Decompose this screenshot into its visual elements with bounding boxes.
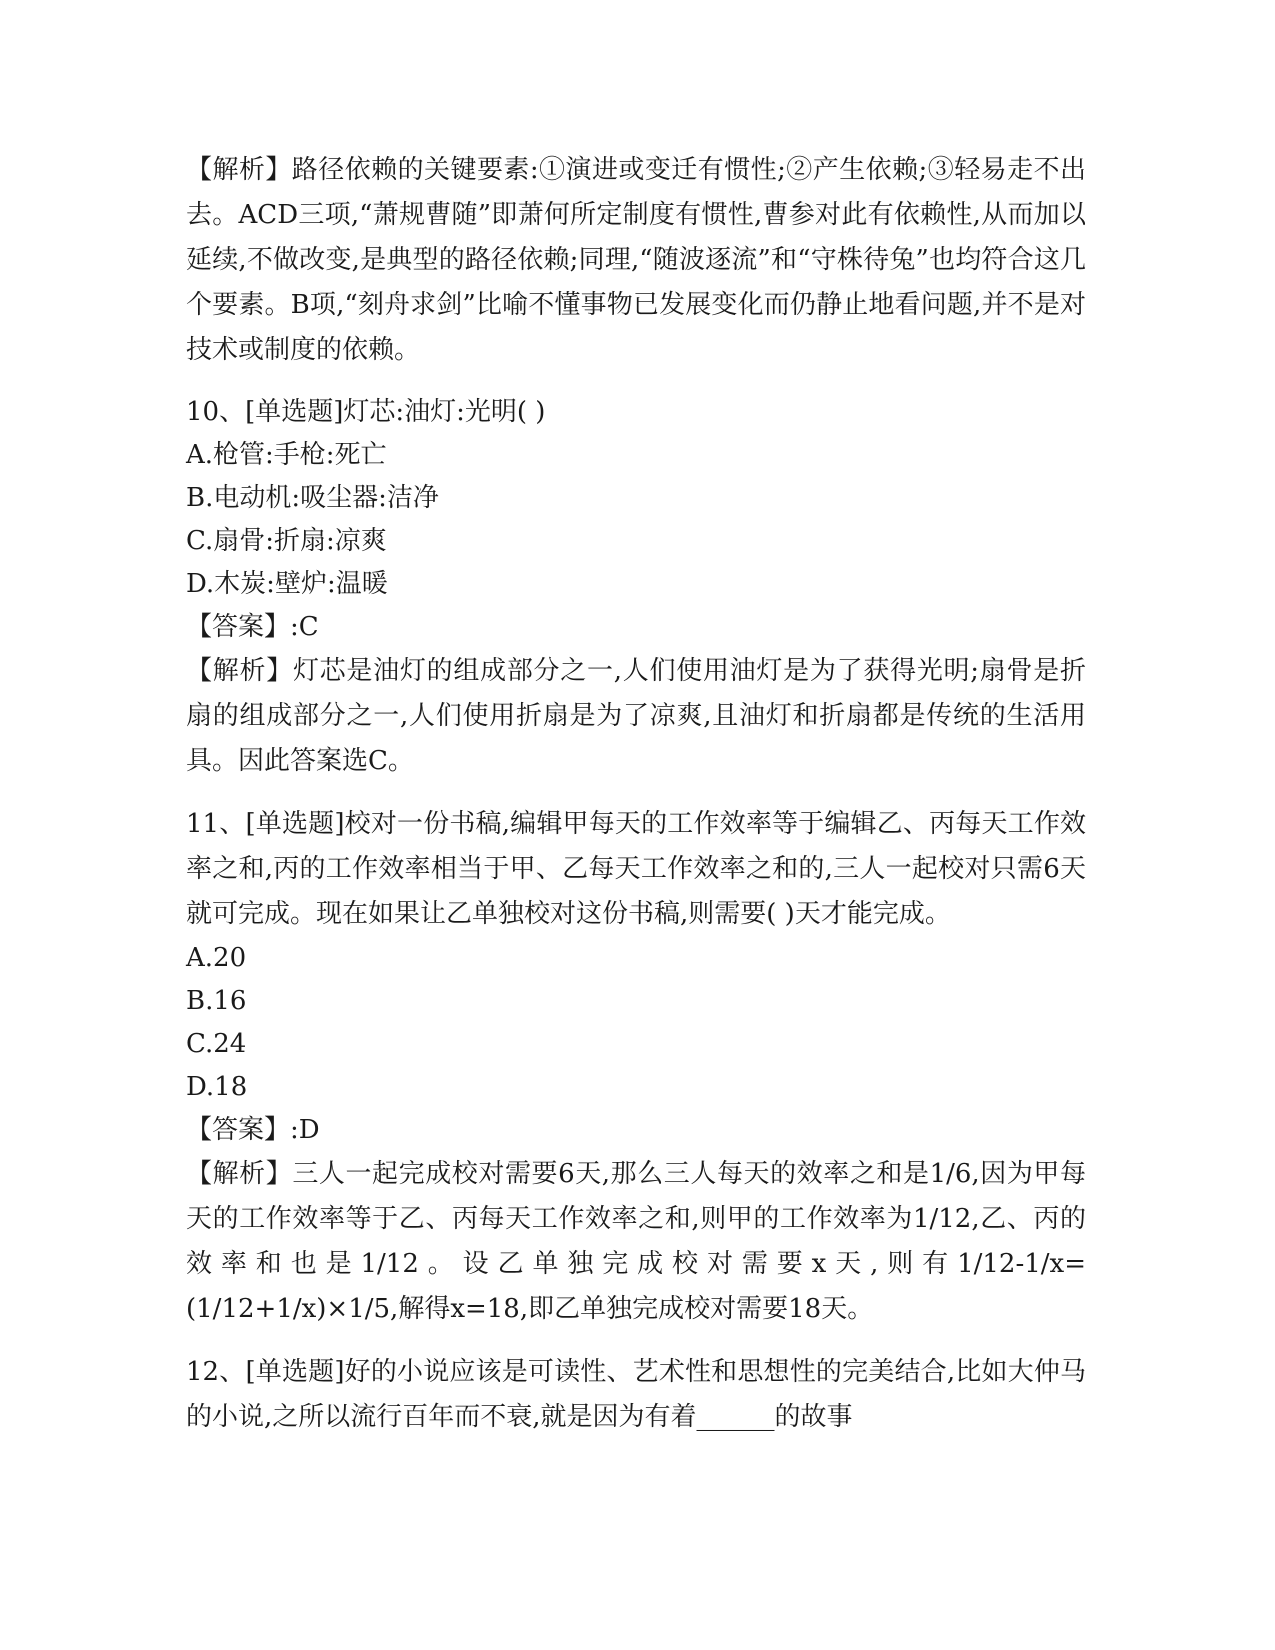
question-11-option-a: A.20 [186, 943, 247, 973]
spacer [186, 373, 1086, 391]
question-11-answer: 【答案】:D [186, 1115, 320, 1145]
document-page [186, 148, 1086, 1440]
question-11-option-c: C.24 [186, 1029, 247, 1059]
question-10-stem: 10、[单选题]灯芯:油灯:光明( ) [186, 397, 546, 427]
question-10-answer: 【答案】:C [186, 612, 319, 642]
question-10-option-b: B.电动机:吸尘器:洁净 [186, 483, 439, 513]
question-11-option-d: D.18 [186, 1072, 248, 1102]
explanation-q9: 【解析】路径依赖的关键要素:①演进或变迁有惯性;②产生依赖;③轻易走不出去。ACD三项,“萧规曹随”即萧何所定制度有惯性,曹参对此有依赖性,从而加以延续,不做改变,是典型的路径依赖;同理,“随波逐流”和“守株待兔”也均符合这几个要素。B项,“刻舟求剑”比喻不懂事物已发展变化而仍静止地看问题,并不是对技术或制度的依赖。 [186, 155, 1086, 365]
question-12-stem: 12、[单选题]好的小说应该是可读性、艺术性和思想性的完美结合,比如大仲马的小说,之所以流行百年而不衰,就是因为有着______的故事 [186, 1357, 1086, 1432]
question-11-stem: 11、[单选题]校对一份书稿,编辑甲每天的工作效率等于编辑乙、丙每天工作效率之和,丙的工作效率相当于甲、乙每天工作效率之和的,三人一起校对只需6天就可完成。现在如果让乙单独校对这份书稿,则需要( )天才能完成。 [186, 809, 1086, 929]
question-10-option-c: C.扇骨:折扇:凉爽 [186, 526, 387, 556]
spacer [186, 1332, 1086, 1350]
spacer [186, 784, 1086, 802]
question-11-option-b: B.16 [186, 986, 247, 1016]
explanation-q11: 【解析】三人一起完成校对需要6天,那么三人每天的效率之和是1/6,因为甲每天的工作效率等于乙、丙每天工作效率之和,则甲的工作效率为1/12,乙、丙的效率和也是1/12。设乙单独完成校对需要x天,则有1/12-1/x=(1/12+1/x)×1/5,解得x=18,即乙单独完成校对需要18天。 [186, 1159, 1086, 1324]
explanation-q10: 【解析】灯芯是油灯的组成部分之一,人们使用油灯是为了获得光明;扇骨是折扇的组成部分之一,人们使用折扇是为了凉爽,且油灯和折扇都是传统的生活用具。因此答案选C。 [186, 656, 1086, 776]
question-10-option-a: A.枪管:手枪:死亡 [186, 440, 387, 470]
question-10-option-d: D.木炭:壁炉:温暖 [186, 569, 388, 599]
